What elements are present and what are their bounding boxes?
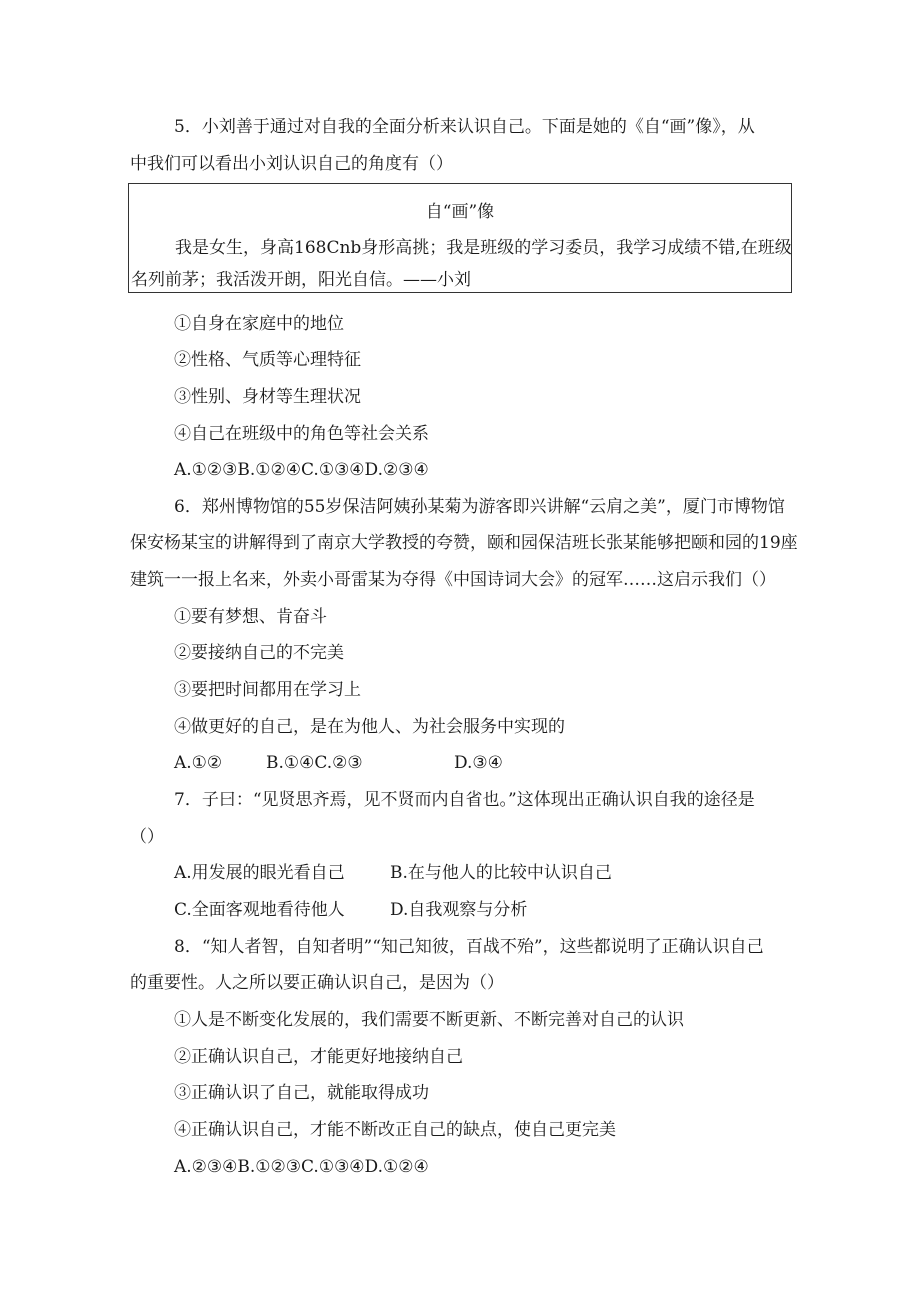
q5-box-line1: 我是女生，身高168Cnb身形高挑；我是班级的学习委员，我学习成绩不错,在班级	[175, 238, 792, 258]
q8-option-3: ③正确认识了自己，就能取得成功	[174, 1083, 429, 1103]
q6-answer-a: A.①②	[174, 753, 223, 773]
q5-box-title: 自“画”像	[425, 202, 495, 222]
q7-stem-line1: 7．子曰：“见贤思齐焉，见不贤而内自省也。”这体现出正确认识自我的途径是	[174, 790, 755, 810]
q6-option-3: ③要把时间都用在学习上	[174, 680, 361, 700]
q5-option-3: ③性别、身材等生理状况	[174, 387, 361, 407]
q8-option-4: ④正确认识自己，才能不断改正自己的缺点，使自己更完美	[174, 1120, 616, 1140]
q7-stem-line2: （）	[130, 827, 164, 847]
q8-answers: A.②③④B.①②③C.①③④D.①②④	[174, 1157, 429, 1177]
q5-stem-line1: 5．小刘善于通过对自我的全面分析来认识自己。下面是她的《自“画”像》，从	[174, 117, 755, 137]
q8-option-1: ①人是不断变化发展的，我们需要不断更新、不断完善对自己的认识	[174, 1010, 684, 1030]
q6-stem-line3: 建筑一一报上名来，外卖小哥雷某为夺得《中国诗词大会》的冠军……这启示我们（）	[130, 570, 776, 590]
q7-answer-d: D.自我观察与分析	[390, 900, 528, 920]
q5-option-4: ④自己在班级中的角色等社会关系	[174, 424, 429, 444]
q8-stem-line2: 的重要性。人之所以要正确认识自己，是因为（）	[130, 973, 504, 993]
q5-box-line2: 名列前茅；我活泼开朗，阳光自信。——小刘	[131, 270, 471, 290]
q7-answer-c: C.全面客观地看待他人	[174, 900, 345, 920]
q6-stem-line2: 保安杨某宝的讲解得到了南京大学教授的夸赞，颐和园保洁班长张某能够把颐和园的19座	[130, 533, 798, 553]
q5-self-portrait-box	[128, 183, 792, 293]
q6-option-1: ①要有梦想、肯奋斗	[174, 607, 327, 627]
q5-option-1: ①自身在家庭中的地位	[174, 314, 344, 334]
q7-answer-b: B.在与他人的比较中认识自己	[390, 863, 612, 883]
q5-answers: A.①②③B.①②④C.①③④D.②③④	[174, 460, 429, 480]
q6-answer-bc: B.①④C.②③	[266, 753, 363, 773]
q8-stem-line1: 8．“知人者智，自知者明”“知己知彼，百战不殆”，这些都说明了正确认识自己	[174, 937, 764, 957]
q5-option-2: ②性格、气质等心理特征	[174, 350, 361, 370]
q6-option-4: ④做更好的自己，是在为他人、为社会服务中实现的	[174, 717, 565, 737]
q5-stem-line2: 中我们可以看出小刘认识自己的角度有（）	[130, 154, 453, 174]
q6-option-2: ②要接纳自己的不完美	[174, 643, 344, 663]
q7-answer-a: A.用发展的眼光看自己	[174, 863, 345, 883]
q6-answer-d: D.③④	[454, 753, 503, 773]
q6-stem-line1: 6．郑州博物馆的55岁保洁阿姨孙某菊为游客即兴讲解“云肩之美”，厦门市博物馆	[174, 497, 785, 517]
q8-option-2: ②正确认识自己，才能更好地接纳自己	[174, 1047, 463, 1067]
